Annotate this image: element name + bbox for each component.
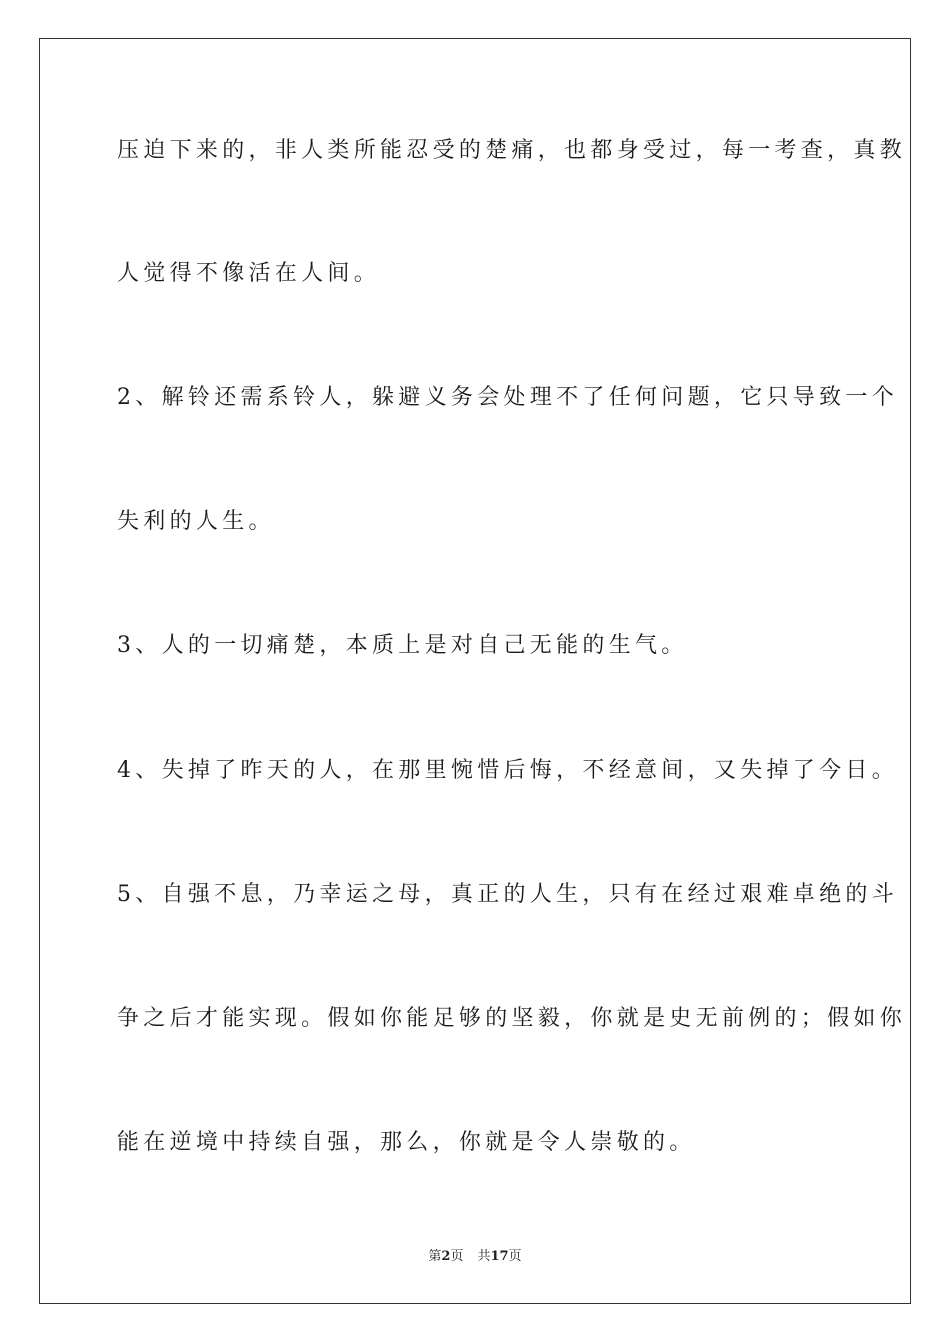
paragraph-line: 人觉得不像活在人间。 — [117, 261, 381, 286]
page-prefix: 第 — [428, 1249, 442, 1264]
paragraph-line: 4、失掉了昨天的人，在那里惋惜后悔，不经意间，又失掉了今日。 — [117, 758, 898, 783]
paragraph-line: 3、人的一切痛楚，本质上是对自己无能的生气。 — [117, 633, 688, 658]
paragraph-line: 失利的人生。 — [117, 509, 275, 534]
paragraph-line: 压迫下来的，非人类所能忍受的楚痛，也都身受过，每一考查，真教 — [117, 138, 907, 163]
total-prefix: 共 — [477, 1249, 491, 1264]
paragraph-line: 2、解铃还需系铃人，躲避义务会处理不了任何问题，它只导致一个 — [117, 385, 898, 410]
page-border — [39, 38, 911, 1304]
page-suffix: 页 — [450, 1249, 464, 1264]
paragraph-line: 能在逆境中持续自强，那么，你就是令人崇敬的。 — [117, 1130, 696, 1155]
paragraph-line: 争之后才能实现。假如你能足够的坚毅，你就是史无前例的；假如你 — [117, 1006, 907, 1031]
page-footer — [0, 1248, 950, 1266]
paragraph-line: 5、自强不息，乃幸运之母，真正的人生，只有在经过艰难卓绝的斗 — [117, 882, 898, 907]
total-page-count: 17 — [490, 1249, 509, 1264]
current-page-number: 2 — [441, 1249, 451, 1264]
total-suffix: 页 — [508, 1249, 522, 1264]
